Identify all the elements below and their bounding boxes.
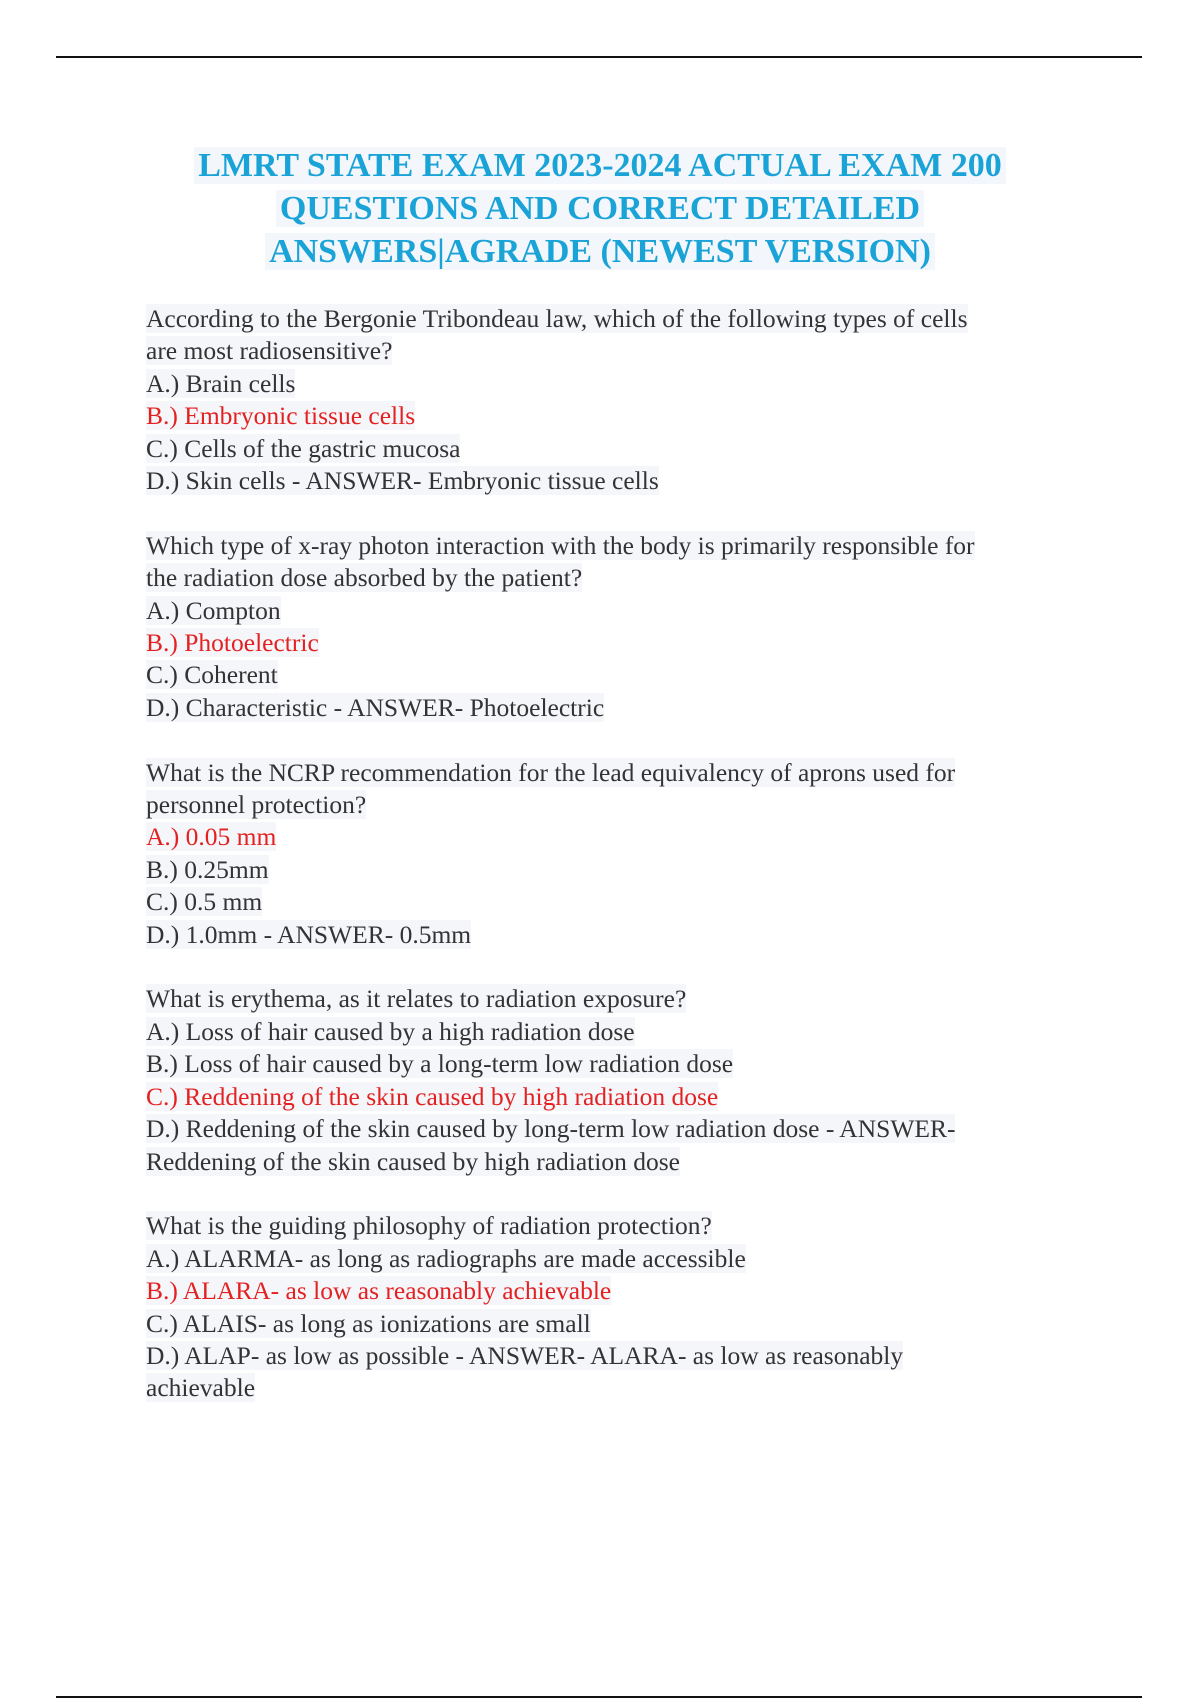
correct-answer-option: C.) Reddening of the skin caused by high radiation dose [146, 1081, 719, 1111]
answer-option: A.) Compton [146, 595, 281, 625]
correct-answer-option: B.) ALARA- as low as reasonably achievable [146, 1276, 612, 1306]
question-text: What is the NCRP recommendation for the lead equivalency of aprons used for [146, 757, 956, 787]
answer-option: B.) 0.25mm [146, 854, 269, 884]
question-text: What is the guiding philosophy of radiation protection? [146, 1211, 712, 1241]
question-text: personnel protection? [146, 790, 367, 820]
question-text: According to the Bergonie Tribondeau law, which of the following types of cells [146, 304, 968, 333]
title-line: LMRT STATE EXAM 2023-2024 ACTUAL EXAM 200 [194, 147, 1006, 184]
answer-option-with-key: D.) Characteristic - ANSWER- Photoelectric [146, 692, 605, 722]
answer-option: C.) 0.5 mm [146, 887, 263, 917]
correct-answer-option: A.) 0.05 mm [146, 822, 277, 852]
answer-option: A.) Loss of hair caused by a high radiation dose [146, 1016, 635, 1046]
answer-option: C.) Coherent [146, 660, 278, 690]
answer-key-continuation: Reddening of the skin caused by high radiation dose [146, 1146, 680, 1176]
title-line: QUESTIONS AND CORRECT DETAILED [276, 190, 924, 227]
question-list [146, 303, 1076, 1405]
answer-option: A.) Brain cells [146, 368, 296, 398]
question-block [146, 1210, 1076, 1404]
question-block [146, 530, 1076, 724]
answer-option: C.) Cells of the gastric mucosa [146, 433, 461, 463]
answer-option-with-key: D.) Skin cells - ANSWER- Embryonic tissue cells [146, 466, 659, 496]
answer-option-with-key: D.) ALAP- as low as possible - ANSWER- ALARA- as low as reasonably [146, 1340, 904, 1370]
document-title [130, 144, 1070, 273]
top-rule [56, 56, 1142, 58]
question-block [146, 757, 1076, 951]
answer-option-with-key: D.) Reddening of the skin caused by long-term low radiation dose - ANSWER- [146, 1114, 956, 1144]
question-text: are most radiosensitive? [146, 336, 393, 366]
question-text: What is erythema, as it relates to radiation exposure? [146, 984, 687, 1014]
correct-answer-option: B.) Photoelectric [146, 628, 319, 658]
question-block [146, 983, 1076, 1177]
answer-key-continuation: achievable [146, 1373, 256, 1403]
answer-option-with-key: D.) 1.0mm - ANSWER- 0.5mm [146, 919, 472, 949]
answer-option: C.) ALAIS- as long as ionizations are small [146, 1308, 591, 1338]
question-text: the radiation dose absorbed by the patient? [146, 563, 583, 593]
question-text: Which type of x-ray photon interaction with the body is primarily responsible for [146, 530, 975, 560]
answer-option: A.) ALARMA- as long as radiographs are made accessible [146, 1243, 746, 1273]
bottom-rule [56, 1696, 1142, 1698]
title-line: ANSWERS|AGRADE (NEWEST VERSION) [265, 233, 935, 270]
correct-answer-option: B.) Embryonic tissue cells [146, 401, 416, 431]
answer-option: B.) Loss of hair caused by a long-term low radiation dose [146, 1049, 734, 1079]
question-block [146, 303, 1076, 497]
